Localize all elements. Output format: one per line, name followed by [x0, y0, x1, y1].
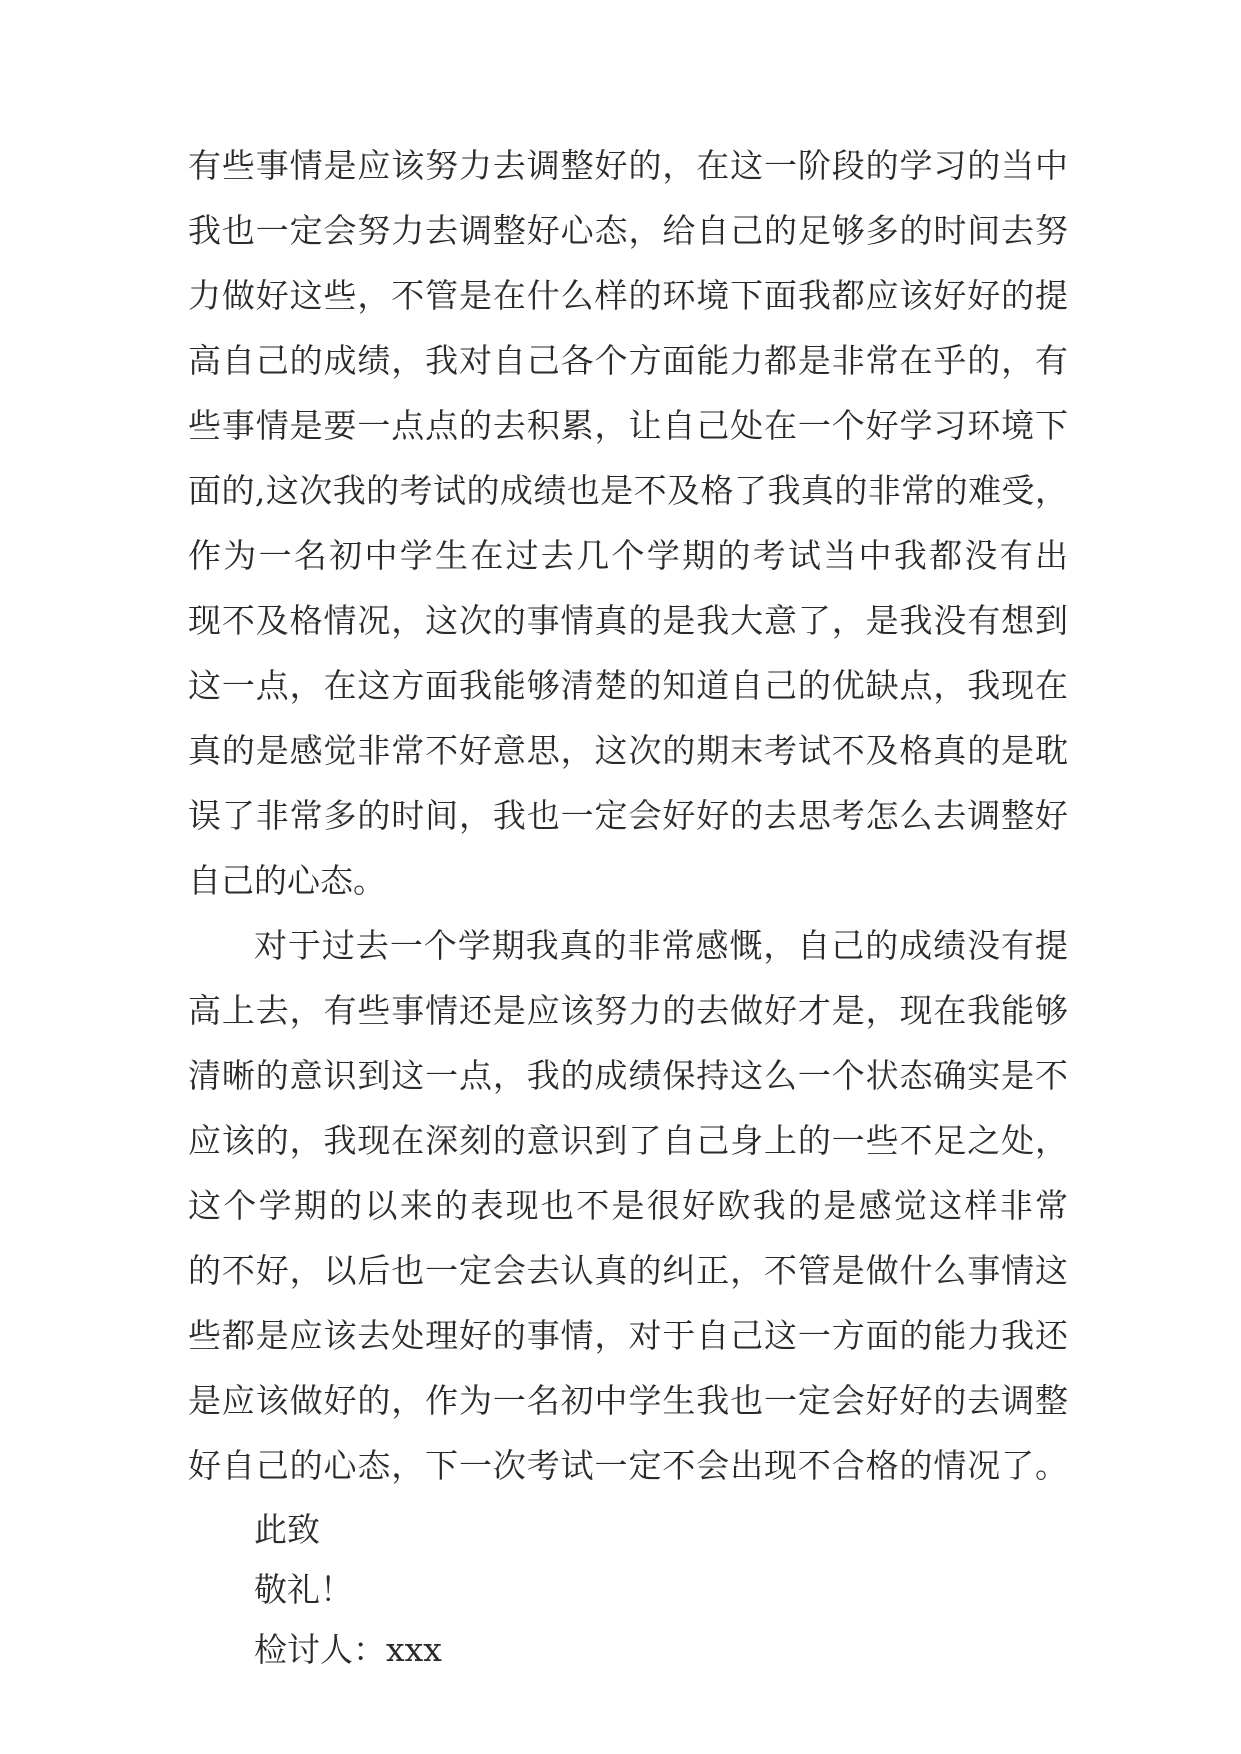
paragraph-2-line: 是应该做好的，作为一名初中学生我也一定会好好的去调整 [188, 1381, 1068, 1420]
paragraph-1-line: 力做好这些，不管是在什么样的环境下面我都应该好好的提 [188, 276, 1068, 315]
paragraph-2-line: 的不好，以后也一定会去认真的纠正，不管是做什么事情这 [188, 1251, 1068, 1290]
closing-greeting: 此致 [254, 1510, 320, 1549]
paragraph-2-line: 这个学期的以来的表现也不是很好欧我的是感觉这样非常 [188, 1186, 1068, 1225]
closing-salute: 敬礼！ [254, 1570, 353, 1609]
paragraph-1-line: 高自己的成绩，我对自己各个方面能力都是非常在乎的，有 [188, 341, 1068, 380]
paragraph-2-line: 高上去，有些事情还是应该努力的去做好才是，现在我能够 [188, 991, 1068, 1030]
paragraph-1-line: 有些事情是应该努力去调整好的，在这一阶段的学习的当中 [188, 146, 1068, 185]
paragraph-2-line: 些都是应该去处理好的事情，对于自己这一方面的能力我还 [188, 1316, 1068, 1355]
paragraph-1-line: 这一点，在这方面我能够清楚的知道自己的优缺点，我现在 [188, 666, 1068, 705]
paragraph-2-line: 对于过去一个学期我真的非常感慨，自己的成绩没有提 [254, 926, 1068, 965]
paragraph-2-line: 清晰的意识到这一点，我的成绩保持这么一个状态确实是不 [188, 1056, 1068, 1095]
paragraph-1-line: 些事情是要一点点的去积累，让自己处在一个好学习环境下 [188, 406, 1068, 445]
paragraph-1-line: 误了非常多的时间，我也一定会好好的去思考怎么去调整好 [188, 796, 1068, 835]
signature: 检讨人：xxx [254, 1630, 442, 1669]
paragraph-1-line: 面的,这次我的考试的成绩也是不及格了我真的非常的难受， [188, 471, 1068, 510]
paragraph-1-line: 真的是感觉非常不好意思，这次的期末考试不及格真的是耽 [188, 731, 1068, 770]
paragraph-1-line: 现不及格情况，这次的事情真的是我大意了，是我没有想到 [188, 601, 1068, 640]
paragraph-1-line: 我也一定会努力去调整好心态，给自己的足够多的时间去努 [188, 211, 1068, 250]
paragraph-2-line: 应该的，我现在深刻的意识到了自己身上的一些不足之处， [188, 1121, 1068, 1160]
paragraph-1-line: 作为一名初中学生在过去几个学期的考试当中我都没有出 [188, 536, 1068, 575]
paragraph-1-line: 自己的心态。 [188, 861, 386, 900]
paragraph-2-line: 好自己的心态，下一次考试一定不会出现不合格的情况了。 [188, 1446, 1068, 1485]
